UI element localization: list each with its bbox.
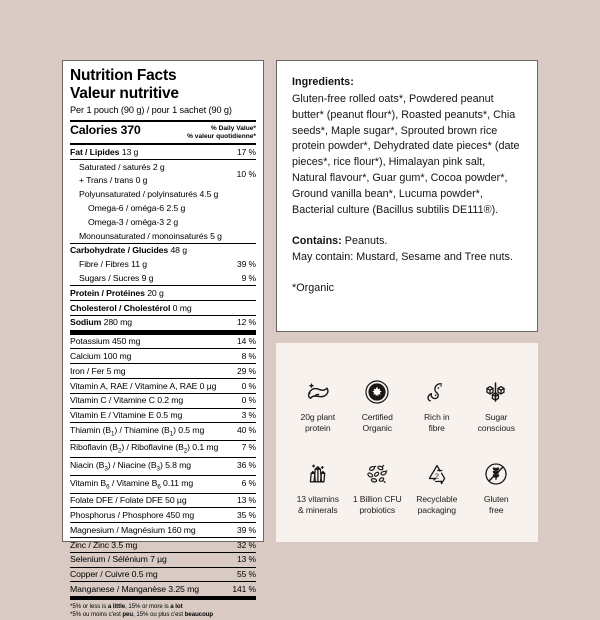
may-contain-label: May contain: xyxy=(292,250,354,263)
nutrient-label: Vitamin C / Vitamine C xyxy=(70,395,155,406)
badge-caption xyxy=(484,494,509,516)
probiotic-bacteria-icon xyxy=(364,459,390,489)
nutrient-label: Zinc / Zinc xyxy=(70,539,109,550)
calories-label: Calories 370 xyxy=(70,122,141,137)
nutrient-row-manganese xyxy=(70,582,256,596)
sugar-cubes-crossed-icon xyxy=(483,377,509,407)
nutrient-label: Selenium / Sélénium xyxy=(70,554,148,565)
nutrient-row-protein xyxy=(70,286,256,300)
nutrient-dv: 14 % xyxy=(237,336,256,347)
nutrient-label: Cholesterol / Cholestérol xyxy=(70,302,171,313)
daily-value-header-en: % Daily Value* xyxy=(210,124,256,132)
digestive-tract-icon xyxy=(424,377,449,407)
nutrient-dv: 36 % xyxy=(237,460,256,471)
nutrient-dv: 39 % xyxy=(237,259,256,270)
badge-caption-line1: Rich in xyxy=(423,412,450,423)
nutrient-label: Copper / Cuivre xyxy=(70,569,130,580)
badge-caption xyxy=(353,494,402,516)
nutrient-label: Vitamin A, RAE / Vitamine A, RAE xyxy=(70,380,198,391)
nutrient-amount: 5.8 mg xyxy=(165,460,192,471)
nutrient-row-polyunsaturated xyxy=(70,188,256,202)
nutrient-row-iron xyxy=(70,364,256,378)
ingredients-heading: Ingredients: xyxy=(292,76,354,88)
nutrient-amount: 280 mg xyxy=(103,317,132,328)
badge-recyclable-packaging xyxy=(407,459,467,516)
nutrient-label: Folate DFE / Folate DFE xyxy=(70,495,163,506)
nutrient-amount: 7 µg xyxy=(150,554,167,565)
badge-sugar-conscious xyxy=(467,377,527,434)
nutrient-amount: 11 g xyxy=(131,259,147,270)
nutrient-label: Fibre / Fibres xyxy=(79,259,129,270)
badge-caption-line1: 20g plant xyxy=(300,412,335,423)
nutrition-facts-title-en: Nutrition Facts xyxy=(70,67,177,84)
wheat-crossed-out-icon xyxy=(484,459,508,489)
footnote-fr xyxy=(70,611,256,620)
nutrient-subrow-saturated xyxy=(70,161,165,173)
nutrient-row-sodium xyxy=(70,316,256,330)
nutrient-dv: 55 % xyxy=(237,569,256,580)
nutrient-row-folate xyxy=(70,494,256,508)
nutrient-row-carbohydrate xyxy=(70,244,256,258)
nutrient-row-zinc xyxy=(70,538,256,552)
nutrient-row-omega-3 xyxy=(70,215,256,229)
nutrient-amount: 5 g xyxy=(210,230,222,241)
nutrient-dv: 39 % xyxy=(237,524,256,535)
nutrient-amount: 450 mg xyxy=(165,509,195,520)
nutrient-label: Magnesium / Magnésium xyxy=(70,524,165,535)
nutrient-amount: 3.25 mg xyxy=(168,583,199,594)
nutrient-dv: 17 % xyxy=(237,146,256,157)
badge-caption-line2: fibre xyxy=(428,423,445,434)
nutrient-subrow-trans xyxy=(70,174,165,186)
daily-value-header xyxy=(187,123,256,142)
allergen-may-contain xyxy=(292,250,522,266)
nutrient-row-fibre xyxy=(70,258,256,272)
nutrient-row-vitamin-c xyxy=(70,394,256,408)
badge-caption-line1: Gluten xyxy=(483,493,509,504)
nutrient-dv: 40 % xyxy=(237,424,256,435)
serving-size: Per 1 pouch (90 g) / pour 1 sachet (90 g) xyxy=(70,105,232,115)
nutrient-dv: 13 % xyxy=(237,554,256,565)
nutrient-amount: 50 µg xyxy=(165,495,187,506)
nutrient-dv: 10 % xyxy=(236,168,256,179)
footnote-en-emphasis-little: a little xyxy=(107,602,126,610)
nutrient-label: Omega-6 / oméga-6 xyxy=(88,202,165,213)
nutrient-row-thiamin xyxy=(70,423,256,440)
flexed-bicep-icon xyxy=(305,377,331,407)
badge-caption xyxy=(301,412,335,434)
nutrient-dv: 141 % xyxy=(232,583,256,594)
badge-caption-line2: probiotics xyxy=(359,504,396,515)
badge-caption-line1: Recyclable xyxy=(416,493,458,504)
feature-badges-panel xyxy=(276,343,538,542)
nutrient-row-vitamin-a xyxy=(70,379,256,393)
nutrient-amount: 100 mg xyxy=(103,350,132,361)
nutrient-dv: 32 % xyxy=(237,539,256,550)
nutrient-dv: 6 % xyxy=(241,477,256,488)
badge-caption-line1: Certified xyxy=(361,412,393,423)
nutrient-label: Carbohydrate / Glucides xyxy=(70,245,169,256)
calories-row xyxy=(70,122,256,143)
nutrient-dv: 3 % xyxy=(241,410,256,421)
badge-caption xyxy=(424,412,450,434)
nutrient-dv: 29 % xyxy=(237,365,256,376)
nutrient-row-potassium xyxy=(70,335,256,349)
nutrient-amount: 0 g xyxy=(135,174,148,185)
badge-caption-line2: Organic xyxy=(362,423,392,434)
allergen-contains xyxy=(292,234,522,250)
badge-row-1 xyxy=(288,377,526,434)
nutrient-amount: 3.5 mg xyxy=(111,539,138,550)
nutrient-amount: 0.11 mg xyxy=(163,477,194,488)
recycling-arrows-2-icon xyxy=(424,459,450,489)
nutrient-dv: 12 % xyxy=(237,317,256,328)
svg-text:2: 2 xyxy=(434,470,439,480)
badge-caption-line1: Sugar xyxy=(485,412,508,423)
nutrient-row-cholesterol xyxy=(70,301,256,315)
ingredients-panel xyxy=(276,60,538,332)
nutrient-label: Manganese / Manganèse xyxy=(70,583,166,594)
nutrient-row-monounsaturated xyxy=(70,229,256,243)
nutrient-amount: 4.5 g xyxy=(199,189,219,200)
nutrient-label: Polyunsaturated / polyinsaturés xyxy=(79,189,198,200)
nutrient-row-magnesium xyxy=(70,523,256,537)
nutrient-label: Calcium xyxy=(70,350,101,361)
nutrient-label: Sugars / Sucres xyxy=(79,272,140,283)
nutrient-amount: 13 g xyxy=(121,146,139,157)
nutrient-amount: 2.5 g xyxy=(166,202,186,213)
nutrient-label: Riboflavin $(B_2)$ / Riboflavine $(B_2)$ xyxy=(70,442,190,456)
nutrient-label: + Trans / trans xyxy=(79,174,134,185)
nutrient-row-calcium xyxy=(70,349,256,363)
badge-vitamins-minerals xyxy=(288,459,348,516)
nutrient-row-phosphorus xyxy=(70,508,256,522)
footnote-en-mid: , 15% or more is xyxy=(125,602,171,610)
nutrient-amount: 0.5 mg xyxy=(131,569,158,580)
ingredients-list: Gluten-free rolled oats*, Powdered peanut butter* (peanut flour*), Roasted peanuts*, Chia seeds*, Maple sugar*, Sprouted brown rice protein powder*, Dehydrated date pieces* (date pieces*, rice flour*), Himalayan pink salt, Natural flavour*, Guar gum*, Cocoa powder*, Ground vanilla bean*, Lucuma powder*, Bacterial culture (Bacillus subtilis DE111®). xyxy=(292,92,520,216)
nutrient-amount: 2 g xyxy=(166,216,179,227)
nutrient-row-sugars xyxy=(70,271,256,285)
badge-caption-line2: conscious xyxy=(477,423,515,434)
nutrient-amount: 450 mg xyxy=(112,336,141,347)
nutrient-dv: 9 % xyxy=(241,272,256,283)
nutrient-label: Saturated / saturés xyxy=(79,162,151,173)
footnote-fr-mid: , 15% ou plus c'est xyxy=(133,611,185,619)
nutrition-facts-title-fr: Valeur nutritive xyxy=(70,84,179,102)
nutrient-amount: 20 g xyxy=(147,287,164,298)
badge-caption-line2: packaging xyxy=(417,504,456,515)
nutrient-label: Monounsaturated / monoinsaturés xyxy=(79,230,208,241)
nutrient-row-niacin xyxy=(70,458,256,475)
nutrient-row-vitamin-e xyxy=(70,409,256,423)
nutrient-dv: 8 % xyxy=(241,350,256,361)
badge-caption-line2: free xyxy=(489,504,504,515)
footnote-fr-emphasis-beaucoup: beaucoup xyxy=(184,611,214,619)
nutrient-amount: 160 mg xyxy=(167,524,196,535)
nutrient-label: Fat / Lipides xyxy=(70,146,120,157)
nutrient-dv: 0 % xyxy=(241,380,256,391)
nutrition-facts-panel xyxy=(62,60,264,619)
footnote-fr-emphasis-peu: peu xyxy=(122,611,134,619)
nutrient-amount: 0 µg xyxy=(199,380,217,391)
nutrient-label: Thiamin $(B_1)$ / Thiamine $(B_1)$ xyxy=(70,424,176,438)
badge-certified-organic xyxy=(348,377,408,434)
nutrient-row-vitamin-b6 xyxy=(70,476,256,493)
footnote-fr-pre: *5% ou moins c'est xyxy=(70,611,123,619)
mineral-crystals-icon xyxy=(305,459,331,489)
nutrient-dv: 35 % xyxy=(237,509,256,520)
footnote-en-emphasis-lot: a lot xyxy=(170,602,183,610)
footnote-en-pre: *5% or less is xyxy=(70,602,108,610)
organic-footnote: *Organic xyxy=(292,282,335,295)
nutrient-row-fat xyxy=(70,145,256,159)
badge-plant-protein xyxy=(288,377,348,434)
nutrient-amount: 5 mg xyxy=(106,365,126,376)
nutrient-amount: 48 g xyxy=(170,245,187,256)
badge-caption-line1: 1 Billion CFU xyxy=(352,493,402,504)
nutrient-label: Iron / Fer xyxy=(70,365,105,376)
contains-value: Peanuts. xyxy=(344,234,388,247)
badge-caption-line2: & minerals xyxy=(297,504,338,515)
may-contain-value: Mustard, Sesame and Tree nuts. xyxy=(356,250,513,263)
badge-caption xyxy=(478,412,515,434)
nutrient-label: Sodium xyxy=(70,317,102,328)
badge-caption-line1: 13 vitamins xyxy=(296,493,339,504)
nutrient-dv: 7 % xyxy=(241,442,256,453)
nutrient-amount: 0.5 mg xyxy=(178,424,205,435)
nutrient-label: Vitamin E / Vitamine E xyxy=(70,410,154,421)
nutrient-row-copper xyxy=(70,568,256,582)
nutrient-amount: 0.5 mg xyxy=(156,410,183,421)
nutrient-amount: 0.2 mg xyxy=(157,395,184,406)
badge-caption-line2: protein xyxy=(304,423,331,434)
nutrient-label: Potassium xyxy=(70,336,110,347)
badge-rich-in-fibre xyxy=(407,377,467,434)
nutrient-amount: 9 g xyxy=(141,272,154,283)
badge-probiotics xyxy=(348,459,408,516)
canada-organic-seal-icon xyxy=(365,377,389,407)
nutrient-dv: 13 % xyxy=(237,495,256,506)
contains-label: Contains: xyxy=(292,234,342,247)
nutrient-label: Protein / Protéines xyxy=(70,287,145,298)
nutrient-row-omega-6 xyxy=(70,201,256,215)
nutrient-label: Phosphorus / Phosphore xyxy=(70,509,164,520)
nutrient-row-riboflavin xyxy=(70,441,256,458)
nutrient-label: Omega-3 / oméga-3 xyxy=(88,216,165,227)
badge-caption xyxy=(362,412,393,434)
nutrient-amount: 0.1 mg xyxy=(192,442,219,453)
nutrient-label: Niacin $(B_3)$ / Niacine $(B_3)$ xyxy=(70,460,163,473)
nutrient-amount: 0 mg xyxy=(172,302,192,313)
footnote-en xyxy=(70,600,256,611)
daily-value-header-fr: % valeur quotidienne* xyxy=(187,133,256,141)
badge-gluten-free xyxy=(467,459,527,516)
nutrient-amount: 2 g xyxy=(152,162,165,173)
badge-caption xyxy=(416,494,457,516)
nutrient-dv: 0 % xyxy=(241,395,256,406)
badge-caption xyxy=(297,494,339,516)
nutrient-row-selenium xyxy=(70,553,256,567)
nutrient-label: Vitamin $B_6$ / Vitamine $B_6$ xyxy=(70,477,161,491)
badge-row-2 xyxy=(288,459,526,516)
nutrient-row-saturated-trans xyxy=(70,160,256,188)
